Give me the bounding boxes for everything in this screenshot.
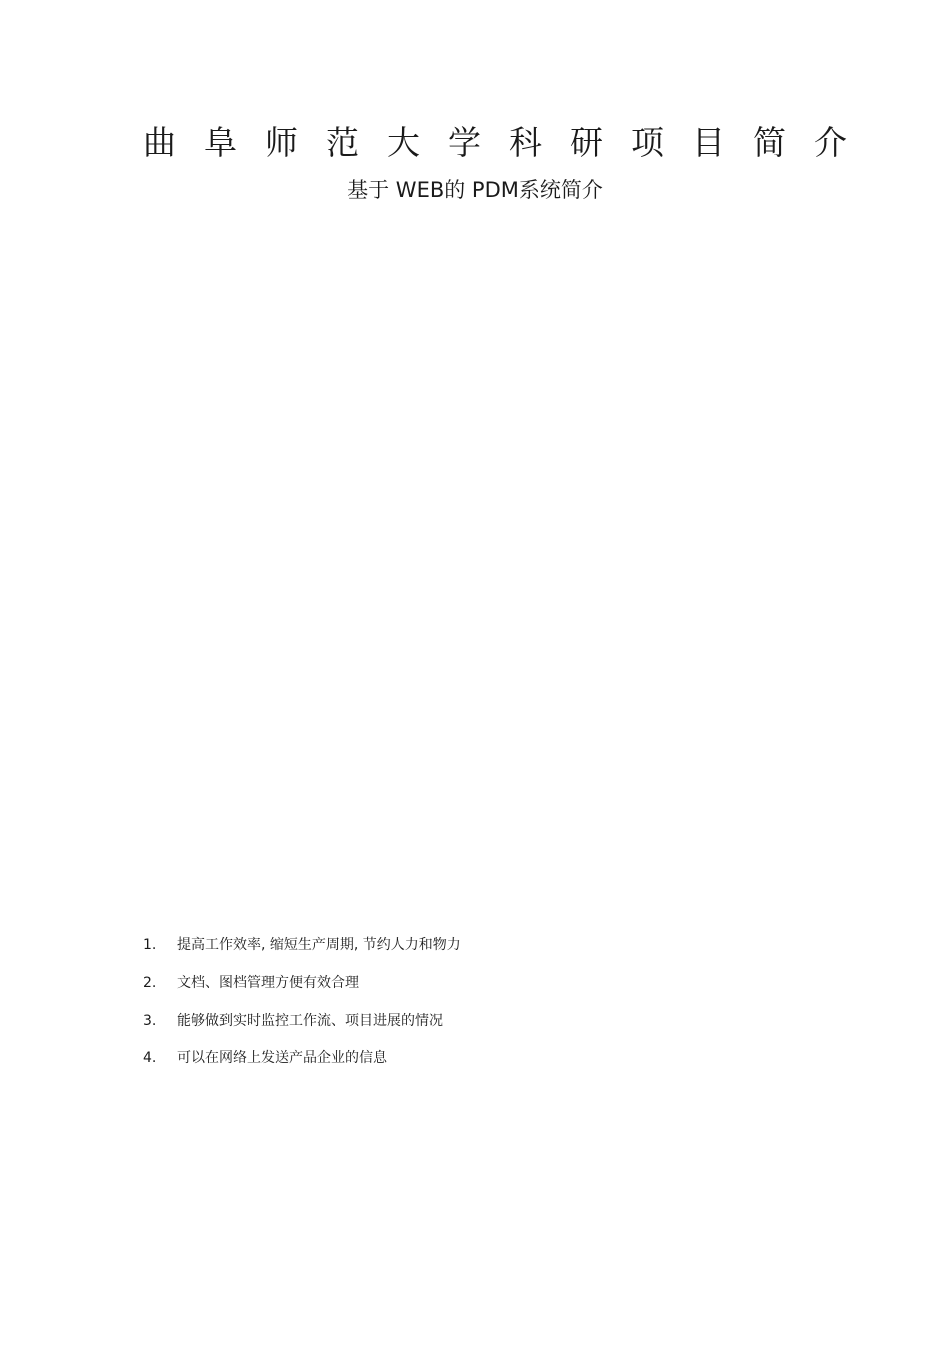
list-item-number: 2. (143, 975, 157, 991)
list-item-text: 能够做到实时监控工作流、项目进展的情况 (177, 1013, 443, 1029)
list-item-text: 可以在网络上发送产品企业的信息 (177, 1050, 387, 1066)
document-title: 曲阜师范大学科研项目简介 (143, 123, 875, 162)
list-item-text: 文档、图档管理方便有效合理 (177, 975, 359, 991)
list-item-number: 1. (143, 937, 157, 953)
list-item-number: 3. (143, 1013, 157, 1029)
list-item-text: 提高工作效率, 缩短生产周期, 节约人力和物力 (177, 937, 461, 953)
document-subtitle: 基于 WEB的 PDM系统简介 (347, 178, 603, 202)
list-item-number: 4. (143, 1050, 157, 1066)
